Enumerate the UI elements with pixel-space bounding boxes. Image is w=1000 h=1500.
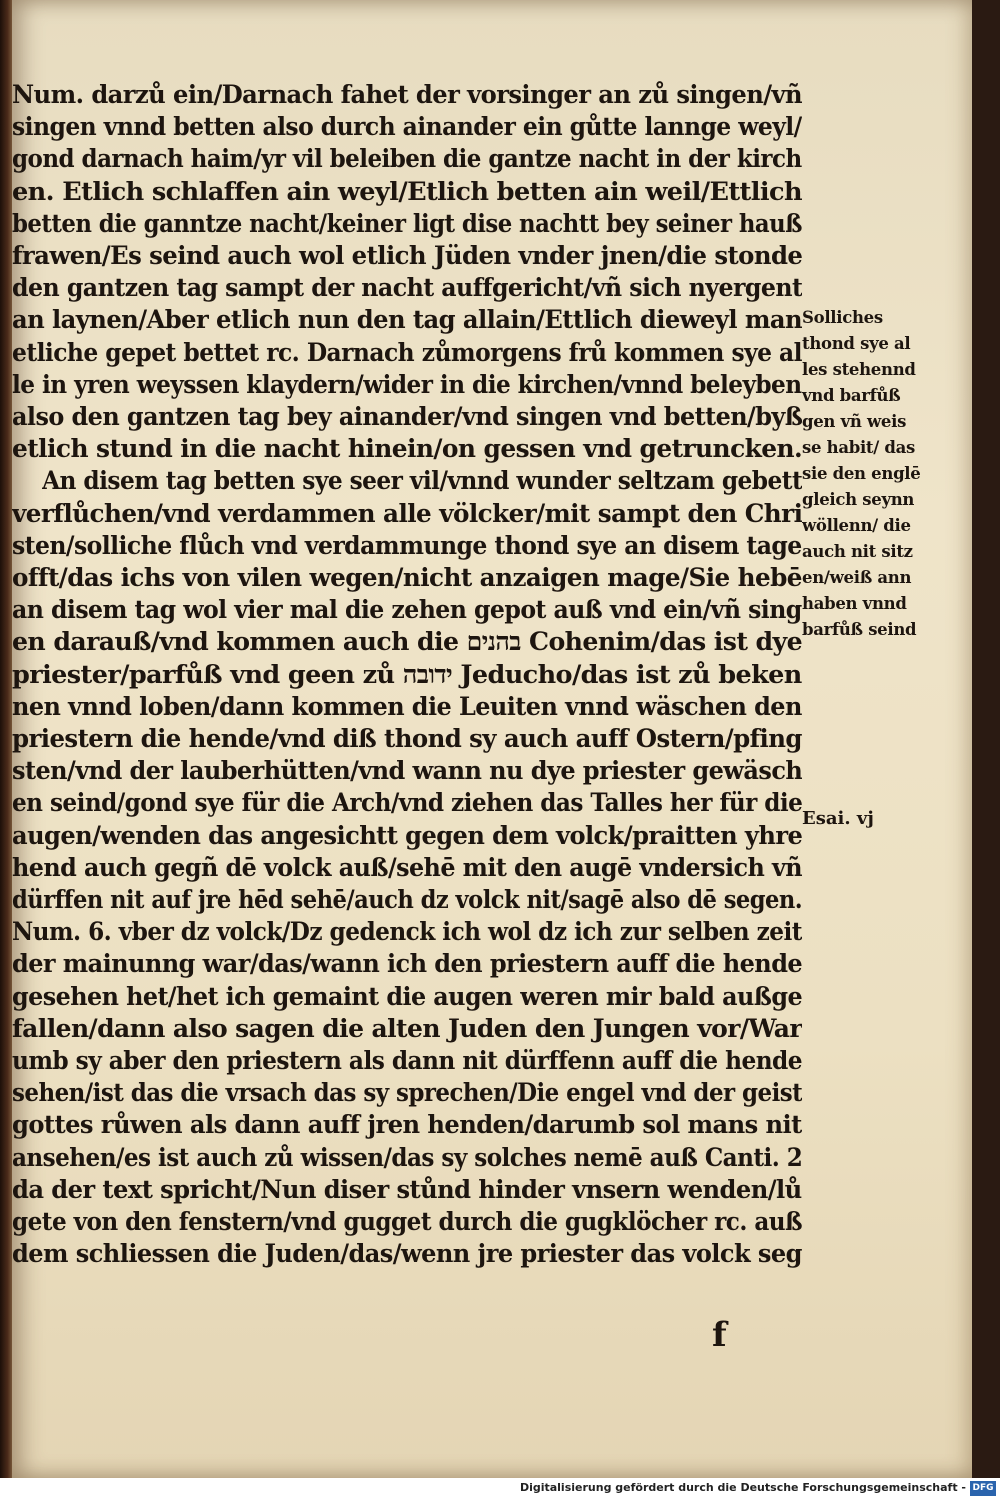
margin-note-line: wöllenn/ die <box>802 516 911 535</box>
text-line: gesehen het/het ich gemaint die augen weren mir bald außge <box>12 981 802 1012</box>
text-line: dem schliessen die Juden/das/wenn jre priester das volck seg <box>12 1239 802 1270</box>
text-line: gottes růwen als dann auff jren henden/darumb sol mans nit <box>12 1110 802 1141</box>
text-line: etlich stund in die nacht hinein/on gessen vnd getruncken. <box>12 434 802 465</box>
text-line: fallen/dann also sagen die alten Juden den Jungen vor/War <box>12 1013 802 1044</box>
text-line: sten/vnd der lauberhütten/vnd wann nu dye priester gewäsch <box>12 756 802 787</box>
text-line: an disem tag wol vier mal die zehen gepot auß vnd ein/vñ sing <box>12 595 802 626</box>
text-line: priester/parfůß vnd geen zů ידובה Jeducho/das ist zů beken <box>12 659 802 690</box>
margin-note-line: gen vñ weis <box>802 412 907 431</box>
text-line: also den gantzen tag bey ainander/vnd singen vnd betten/byß <box>12 402 802 432</box>
margin-note-line: haben vnnd <box>802 594 907 613</box>
text-line: der mainunng war/das/wann ich den priestern auff die hende <box>12 949 802 980</box>
text-line: etliche gepet bettet rc. Darnach zůmorgens frů kommen sye al <box>12 337 802 368</box>
margin-note-line: en/weiß ann <box>802 568 912 587</box>
margin-note <box>802 305 942 643</box>
margin-note-line: gleich seynn <box>802 490 915 509</box>
margin-note-line: thond sye al <box>802 334 911 353</box>
margin-reference: Esai. vj <box>802 808 874 829</box>
text-line: en darauß/vnd kommen auch die בהנים Cohenim/das ist dye <box>12 627 802 658</box>
footer-credit: Digitalisierung gefördert durch die Deutsche Forschungsgemeinschaft - <box>519 1481 966 1494</box>
text-line: An disem tag betten sye seer vil/vnnd wunder seltzam gebett <box>42 466 802 497</box>
text-line: verflůchen/vnd verdammen alle völcker/mit sampt den Chri <box>12 498 802 529</box>
text-line: sehen/ist das die vrsach das sy sprechen/Die engel vnd der geist <box>12 1078 802 1109</box>
text-line: hend auch gegñ dē volck auß/sehē mit den augē vndersich vñ <box>12 852 802 883</box>
text-line: singen vnnd betten also durch ainander ein gůtte lannge weyl/ <box>12 112 802 143</box>
digitization-footer <box>0 1478 1000 1500</box>
margin-note-line: les stehennd <box>802 360 916 379</box>
text-line: da der text spricht/Nun diser stůnd hinder vnsern wenden/lů <box>12 1174 802 1205</box>
text-line: Num. darzů ein/Darnach fahet der vorsinger an zů singen/vñ <box>12 80 802 110</box>
margin-note-line: sie den englē <box>802 464 921 483</box>
text-line: en seind/gond sye für die Arch/vnd ziehen das Talles her für die <box>12 788 802 819</box>
text-line: gete von den fenstern/vnd gugget durch die gugklöcher rc. auß <box>12 1207 802 1237</box>
text-line: frawen/Es seind auch wol etlich Jüden vnder jnen/die stonde <box>12 241 802 271</box>
text-line: dürffen nit auf jre hēd sehē/auch dz volck nit/sagē also dē segen. <box>12 885 802 915</box>
signature-mark: f <box>712 1315 727 1355</box>
text-line: priestern die hende/vnd diß thond sy auch auff Ostern/pfing <box>12 724 802 754</box>
text-line: offt/das ichs von vilen wegen/nicht anzaigen mage/Sie hebē <box>12 563 802 593</box>
text-line: nen vnnd loben/dann kommen die Leuiten vnnd wäschen den <box>12 691 802 722</box>
text-line: ansehen/es ist auch zů wissen/das sy solches nemē auß Canti. 2 <box>12 1142 802 1173</box>
text-line: sten/solliche flůch vnd verdammunge thond sye an disem tage <box>12 530 802 561</box>
text-line: an laynen/Aber etlich nun den tag allain/Ettlich dieweyl man <box>12 305 802 336</box>
text-line: gond darnach haim/yr vil beleiben die gantze nacht in der kirch <box>12 144 802 175</box>
dfg-logo: DFG <box>970 1481 996 1496</box>
book-page <box>12 0 972 1478</box>
margin-note-line: barfůß seind <box>802 620 917 639</box>
text-line: le in yren weyssen klaydern/wider in die kirchen/vnnd beleyben <box>12 369 802 400</box>
margin-note-line: Solliches <box>802 308 883 327</box>
margin-note-line: auch nit sitz <box>802 542 913 561</box>
text-line: umb sy aber den priestern als dann nit dürffenn auff die hende <box>12 1046 802 1076</box>
text-line: en. Etlich schlaffen ain weyl/Etlich betten ain weil/Ettlich <box>12 176 802 207</box>
page-body-text <box>12 78 802 1348</box>
text-line: betten die ganntze nacht/keiner ligt dise nachtt bey seiner hauß <box>12 208 802 239</box>
margin-note-line: se habit/ das <box>802 438 916 457</box>
text-line: Num. 6. vber dz volck/Dz gedenck ich wol dz ich zur selben zeit <box>12 917 802 948</box>
text-line: den gantzen tag sampt der nacht auffgericht/vñ sich nyergent <box>12 273 802 304</box>
margin-note-line: vnd barfůß <box>802 386 901 405</box>
text-line: augen/wenden das angesichtt gegen dem volck/praitten yhre <box>12 820 802 851</box>
